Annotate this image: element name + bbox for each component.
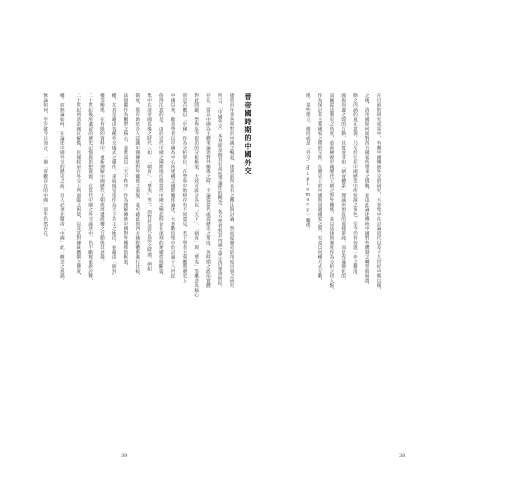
text-column: 權，而無論如何，在論述中國外交的歷史之前，吾人必須先釐清「中國」此一概念之意涵， (59, 93, 65, 283)
text-column: 權，尤其是藉由各種外交儀式之運作，來展現皇帝作為天下共主之地位，並藉由「冊封」 (111, 93, 117, 279)
page-number-left: 39 (121, 453, 128, 459)
text-column: 在目前的研究成果中，有關中國傳統外交的研究，大多集中在討論清代以及十九世紀中期以後， (376, 93, 381, 293)
text-column: 制度，將有助於吾人認識中國傳統對外關係之面貌，並可藉此與西方國際體系進行比較， (134, 93, 140, 279)
text-column: 對此問題，學界迄今提出的分析框架，大致可區分為以「天下」、「朝貢」與「華夷」等概念為核心 (193, 93, 199, 298)
right-page-text (298, 93, 380, 293)
page-number-right: 38 (399, 453, 406, 459)
text-column: 試圖從法制史之角度，重新檢視中國歷代王朝之對外關係，並以法律與制度作為分析之切入點， (328, 93, 334, 293)
text-column: 儘管近年來各界對於中國之崛起，達到前所未有之關注與討論，然而從歷史的角度出發之研究 (229, 93, 234, 288)
text-column: 國與周邊之間的互動，其實並非如「朝貢體系」理論所預設的那樣單純，而是充滿變化的， (340, 93, 346, 283)
right-page (262, 75, 498, 459)
text-column: 中國以來，歐美學者以中國為中心所建構之國際關係論述，大多數均集中於討論十八世紀 (170, 93, 176, 279)
text-column: 存在，當以中國為主體來論述對外關係之時，不論從當代或從歷史之角度，各時期之政治實體 (205, 93, 211, 288)
chapter-title: 晉帝國時期的中國外交 (244, 93, 253, 175)
left-page-text (35, 93, 252, 297)
text-column: 動之內涵的真正意義，乃至於它在中國歷史中所扮演之角色，至今仍有待進一步之釐清， (352, 93, 358, 279)
text-column: 集中在清帝國以後之時代（如：「朝貢」、「華夷」等），而對於清代以前之時期，例如 (146, 93, 152, 272)
text-column: 權等關係，在有限的資料中，重新理解中國歷代王朝與周邊政權之互動與其意義， (99, 93, 105, 264)
text-column: 別是否應以「中國」作為分析單位，在學界中始終存有不同意見，若干學者主張應將歷史上 (181, 93, 187, 283)
left-page (30, 75, 260, 459)
text-column: 係、某些建立、維持或是「外交」（diplomacy）關係， (305, 93, 311, 233)
text-column: 之後，清帝國如何面對西方國家所帶來之挑戰，並由此論述傳統中國對外體制之轉型與崩潰， (364, 93, 370, 288)
text-column: 二十世紀初清帝國瓦解後，民國政府在外交上所面臨之困境，以及其對傳統體制之態度， (75, 93, 81, 279)
text-column: 作為探討其主要國家之間的交涉，在歷史上的中國與周邊國家之間，究竟以何種方式互動， (317, 93, 323, 283)
text-column: 法規範作為觀察之核心，並嘗試以「天下秩序」作為理解傳統中國對外關係的框架， (122, 93, 128, 269)
text-column: 無論如何，至少就今日而言，一個「客觀存在的中國」似乎仍然存在， (42, 93, 48, 241)
text-column: 二十世紀後所遺留的歷史記憶與思想資源，在當代中國之外交論述中，仍不斷被重新詮釋， (87, 93, 93, 283)
text-column: 值得注意的是，由於近代中國之國際地位與當代中國之崛起間存在深刻的連續性與斷裂， (158, 93, 164, 279)
text-column: 所言，「中國外交」本身即是個具有高度爭議性的概念，各方學者對其內涵之界定仍眾說紛紜， (217, 93, 223, 291)
